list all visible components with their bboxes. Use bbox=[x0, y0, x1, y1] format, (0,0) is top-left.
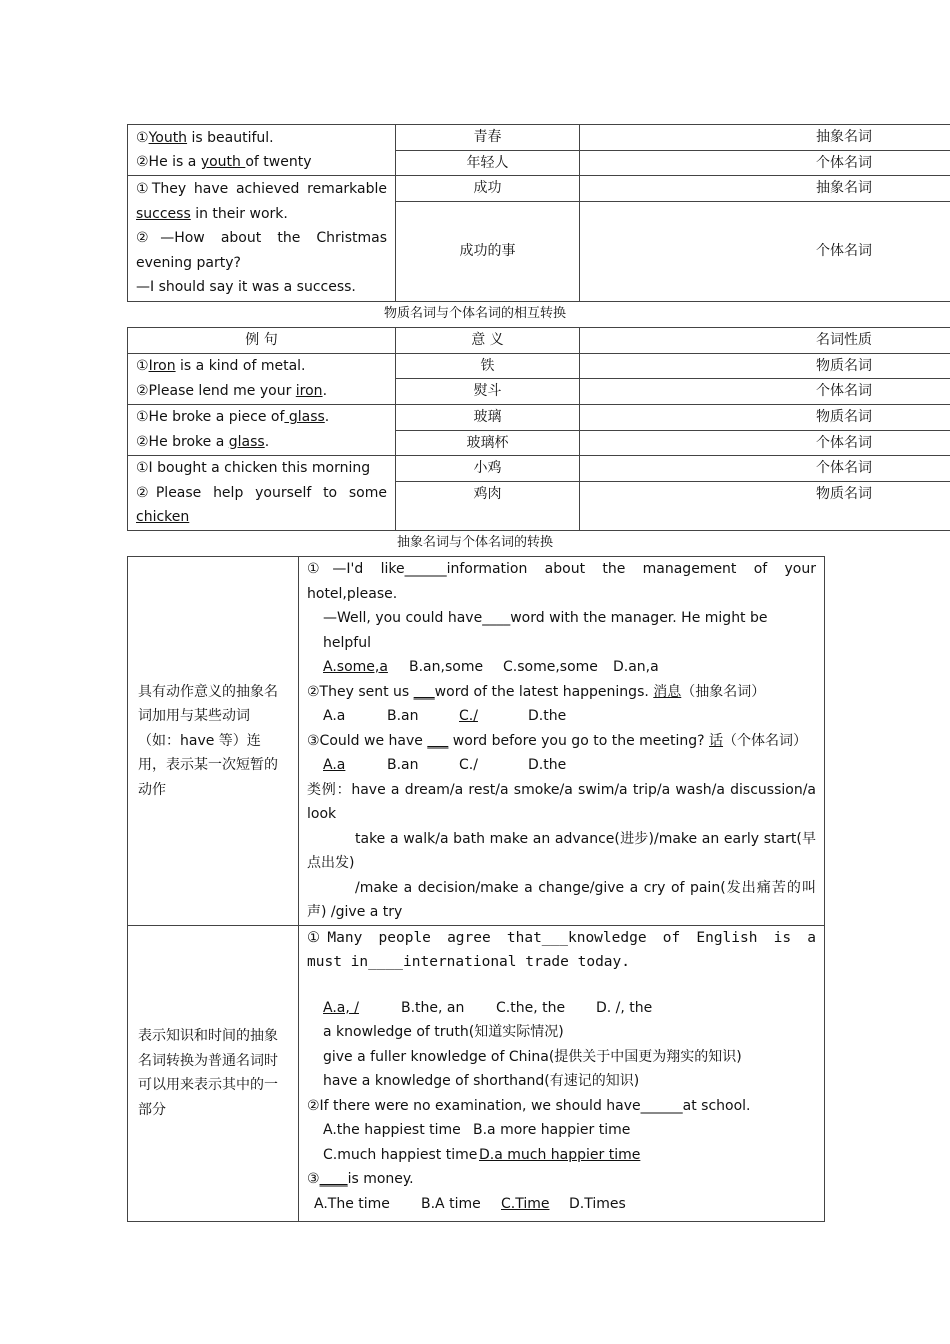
question-line: —Well, you could have____word with the manager. He might be helpful bbox=[323, 610, 768, 651]
meaning-cell: 铁 bbox=[396, 353, 580, 379]
type-cell: 个体名词 bbox=[580, 150, 950, 176]
option-d: D.the bbox=[528, 757, 567, 773]
meaning-cell: 玻璃 bbox=[396, 404, 580, 430]
type-cell: 物质名词 bbox=[580, 482, 950, 530]
section-label bbox=[128, 925, 299, 1221]
caption-material-individual: 物质名词与个体名词的相互转换 bbox=[383, 306, 566, 321]
label-text: 具有动作意义的抽象名词加用与某些动词（如：have 等）连用，表示某一次短暂的动作 bbox=[138, 683, 278, 798]
example-line: 点出发) bbox=[307, 855, 355, 871]
header-meaning: 意 义 bbox=[396, 328, 580, 354]
meaning-cell: 成功的事 bbox=[396, 202, 580, 302]
underlined-word: success bbox=[136, 205, 191, 222]
text: ①They have achieved remarkable bbox=[136, 181, 387, 198]
header-example: 例 句 bbox=[128, 328, 396, 354]
text: . bbox=[264, 433, 270, 450]
option-d: D. /, the bbox=[596, 999, 653, 1016]
section-label bbox=[128, 557, 299, 926]
example-cell bbox=[128, 176, 396, 302]
option-a: A.a bbox=[323, 757, 346, 773]
option-d: D.an,a bbox=[613, 659, 659, 675]
underlined-word: Youth bbox=[148, 129, 188, 146]
question-line: hotel,please. bbox=[307, 585, 398, 602]
underlined-word: chicken bbox=[136, 509, 190, 525]
type-cell: 个体名词 bbox=[580, 456, 950, 482]
text: is a kind of metal. bbox=[175, 358, 306, 374]
option-b: B.a more happier time bbox=[473, 1122, 631, 1138]
section-content bbox=[299, 557, 825, 926]
options bbox=[307, 1143, 816, 1168]
text: —I should say it was a success. bbox=[136, 279, 356, 296]
example-line: take a walk/a bath make an advance(进步)/make an early start(早 bbox=[355, 830, 816, 847]
option-c: C./ bbox=[459, 757, 478, 773]
meaning-cell: 青春 bbox=[396, 125, 580, 151]
option-c: C.the, the bbox=[496, 999, 566, 1016]
option-c: C.Time bbox=[501, 1195, 550, 1212]
underlined-word: youth bbox=[200, 154, 246, 170]
options bbox=[307, 704, 816, 729]
example-line: 声) /give a try bbox=[307, 904, 403, 920]
meaning-cell: 年轻人 bbox=[396, 150, 580, 176]
question-line: ②If there were no examination, we should have______at school. bbox=[307, 1097, 751, 1114]
text: . bbox=[322, 382, 328, 399]
option-b: B.A time bbox=[421, 1195, 481, 1212]
type-cell: 个体名词 bbox=[580, 202, 950, 302]
example-cell bbox=[128, 404, 396, 456]
type-cell: 物质名词 bbox=[580, 353, 950, 379]
type-cell: 物质名词 bbox=[580, 404, 950, 430]
question-line: ①—I'd like______information about the management of your bbox=[307, 561, 816, 577]
text: ①He broke a piece of bbox=[136, 409, 285, 426]
option-a: A.a, / bbox=[323, 999, 359, 1016]
example-line: 类例：have a dream/a rest/a smoke/a swim/a trip/a wash/a discussion/a bbox=[307, 781, 816, 798]
example-cell bbox=[128, 353, 396, 404]
material-individual-table bbox=[127, 327, 950, 531]
option-c: C.much happiest time bbox=[323, 1146, 478, 1163]
text: ① bbox=[136, 358, 149, 374]
type-cell: 抽象名词 bbox=[580, 176, 950, 202]
meaning-cell: 熨斗 bbox=[396, 379, 580, 405]
knowledge-line: a knowledge of truth(知道实际情况) bbox=[323, 1024, 564, 1040]
text: in their work. bbox=[190, 205, 288, 222]
example-cell bbox=[128, 456, 396, 531]
example-cell bbox=[128, 125, 396, 176]
knowledge-line: give a fuller knowledge of China(提供关于中国更为翔实的知识) bbox=[323, 1048, 742, 1065]
option-c: C./ bbox=[459, 708, 478, 724]
underlined-word: glass bbox=[228, 433, 265, 450]
question-line: ③Could we have ___ word before you go to the meeting? 话（个体名词） bbox=[307, 732, 808, 749]
underlined-word: iron bbox=[295, 382, 323, 399]
example-line: /make a decision/make a change/give a cry of pain(发出痛苦的叫 bbox=[355, 879, 816, 896]
options bbox=[307, 1192, 816, 1217]
question-line: ①Many people agree that___knowledge of English is a bbox=[307, 929, 816, 946]
options bbox=[307, 655, 816, 680]
option-a: A.the happiest time bbox=[323, 1122, 461, 1138]
question-line: must in____international trade today. bbox=[307, 954, 631, 970]
underlined-word: Iron bbox=[148, 358, 176, 374]
text: ②Please help yourself to some bbox=[136, 484, 387, 501]
text: ②He is a bbox=[136, 154, 201, 170]
options bbox=[307, 1118, 816, 1143]
question-line: ③____is money. bbox=[307, 1171, 414, 1187]
option-d: D.the bbox=[528, 708, 567, 724]
option-a: A.some,a bbox=[323, 659, 388, 675]
knowledge-line: have a knowledge of shorthand(有速记的知识) bbox=[323, 1073, 640, 1089]
header-type: 名词性质 bbox=[580, 328, 950, 354]
text: ②He broke a bbox=[136, 433, 229, 450]
option-b: B.an,some bbox=[409, 659, 484, 675]
question-line: ②They sent us ___word of the latest happenings. 消息（抽象名词） bbox=[307, 683, 766, 700]
meaning-cell: 成功 bbox=[396, 176, 580, 202]
text: ① bbox=[136, 129, 149, 146]
text: . bbox=[324, 409, 330, 426]
option-b: B.an bbox=[387, 708, 419, 724]
text: ②Please lend me your bbox=[136, 382, 296, 399]
underlined-word: glass bbox=[284, 409, 325, 426]
meaning-cell: 鸡肉 bbox=[396, 482, 580, 530]
option-d: D.a much happier time bbox=[479, 1146, 641, 1163]
type-cell: 个体名词 bbox=[580, 379, 950, 405]
abstract-individual-table-1 bbox=[127, 124, 950, 302]
meaning-cell: 玻璃杯 bbox=[396, 430, 580, 456]
meaning-cell: 小鸡 bbox=[396, 456, 580, 482]
section-content bbox=[299, 925, 825, 1221]
option-c: C.some,some bbox=[503, 659, 598, 675]
options bbox=[307, 996, 816, 1021]
text: ①I bought a chicken this morning bbox=[136, 460, 371, 476]
type-cell: 抽象名词 bbox=[580, 125, 950, 151]
text: evening party? bbox=[136, 254, 241, 271]
type-cell: 个体名词 bbox=[580, 430, 950, 456]
option-a: A.The time bbox=[314, 1195, 390, 1212]
text: ②—How about the Christmas bbox=[136, 230, 387, 247]
caption-abstract-individual: 抽象名词与个体名词的转换 bbox=[396, 535, 553, 550]
text: is beautiful. bbox=[187, 129, 274, 146]
option-b: B.the, an bbox=[401, 999, 465, 1016]
option-d: D.Times bbox=[569, 1195, 626, 1212]
options bbox=[307, 753, 816, 778]
option-b: B.an bbox=[387, 757, 419, 773]
text: of twenty bbox=[245, 154, 312, 170]
option-a: A.a bbox=[323, 708, 346, 724]
example-line: look bbox=[307, 806, 337, 822]
label-text: 表示知识和时间的抽象名词转换为普通名词时可以用来表示其中的一部分 bbox=[138, 1028, 278, 1118]
abstract-individual-table-2 bbox=[127, 556, 825, 1222]
